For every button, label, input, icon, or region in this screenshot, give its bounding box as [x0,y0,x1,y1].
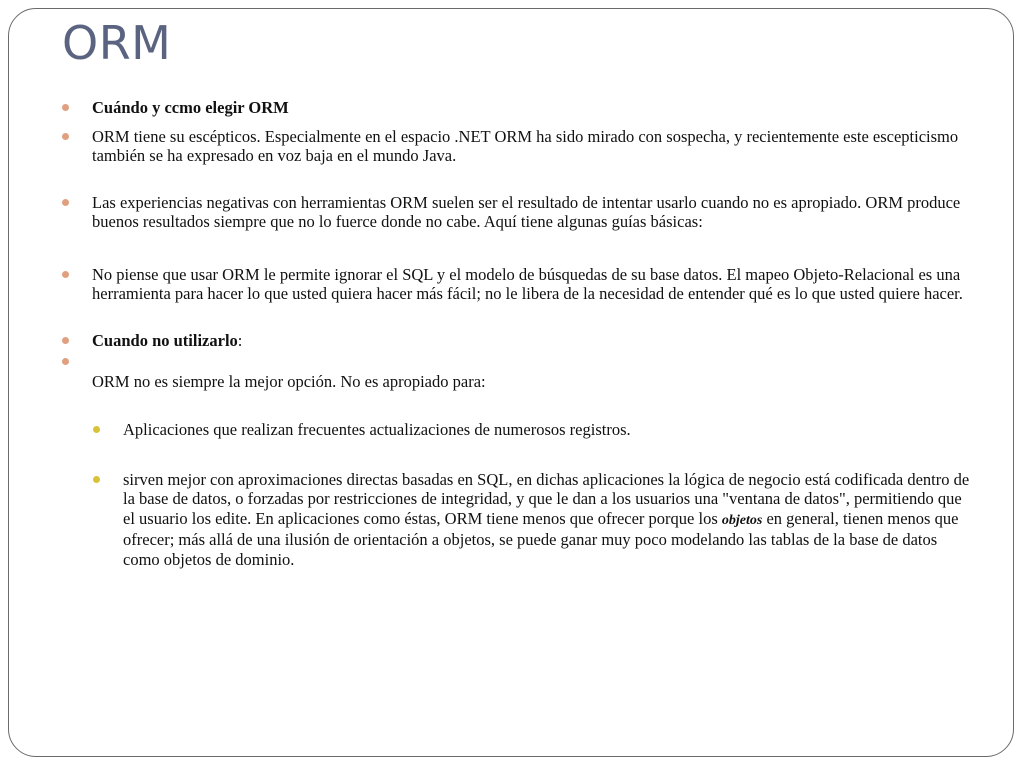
sub-bullet-dot-icon [93,476,100,483]
sub-bullet-text: Aplicaciones que realizan frecuentes actualizaciones de numerosos registros. [123,420,631,439]
bullet-text: ORM tiene su escépticos. Especialmente en el espacio .NET ORM ha sido mirado con sospecha, y recientemente este escepticismo también se ha expresado en voz baja en el mundo Java. [92,126,959,165]
bullet-dot-icon [62,199,69,206]
slide-title: ORM [62,16,172,70]
bullet-text: Cuándo y ccmo elegir ORM [92,98,289,117]
slide-content [62,98,972,569]
sub-bullet-dot-icon [93,426,100,433]
bullet-text: No piense que usar ORM le permite ignorar el SQL y el modelo de búsquedas de su base datos. El mapeo Objeto-Relacional es una herramienta para hacer lo que usted quiera hacer más fácil; no le libera de la necesidad de entender qué es lo que usted quiere hacer. [92,264,963,303]
sub-bullet-item [93,470,972,570]
bullet-item [62,193,972,232]
bullet-dot-icon [62,358,69,365]
bullet-dot-icon [62,104,69,111]
bullet-item [62,127,972,166]
bullet-item [62,265,972,304]
bullet-item [62,98,972,118]
bullet-item [62,352,972,391]
bullet-text: Las experiencias negativas con herramientas ORM suelen ser el resultado de intentar usarlo cuando no es apropiado. ORM produce buenos resultados siempre que no lo fuerce donde no cabe. Aquí tiene algunas guías básicas: [92,192,961,231]
bullet-dot-icon [62,133,69,140]
sub-bullet-italic: objetos [721,512,763,528]
bullet-dot-icon [62,271,69,278]
bullet-text: ORM no es siempre la mejor opción. No es apropiado para: [92,371,486,391]
bullet-item [62,331,972,351]
bullet-dot-icon [62,337,69,344]
sub-bullet-item [93,420,972,440]
sub-bullet-text: sirven mejor con aproximaciones directas basadas en SQL, en dichas aplicaciones la lógica de negocio está codificada dentro de la base de datos, o forzadas por restricciones de integridad, y que le dan a los usuarios una "ventana de datos", permitiendo que el usuario los edite. En aplicaciones como éstas, ORM tiene menos que ofrecer porque los [123,469,970,528]
bullet-text-bold: Cuando no utilizarlo [92,330,238,350]
bullet-text-suffix: : [237,330,243,350]
sub-bullet-text-after: en general, tienen menos que ofrecer; más allá de una ilusión de orientación a objetos, se puede ganar muy poco modelando las tablas de la base de datos como objetos de dominio. [123,508,959,569]
